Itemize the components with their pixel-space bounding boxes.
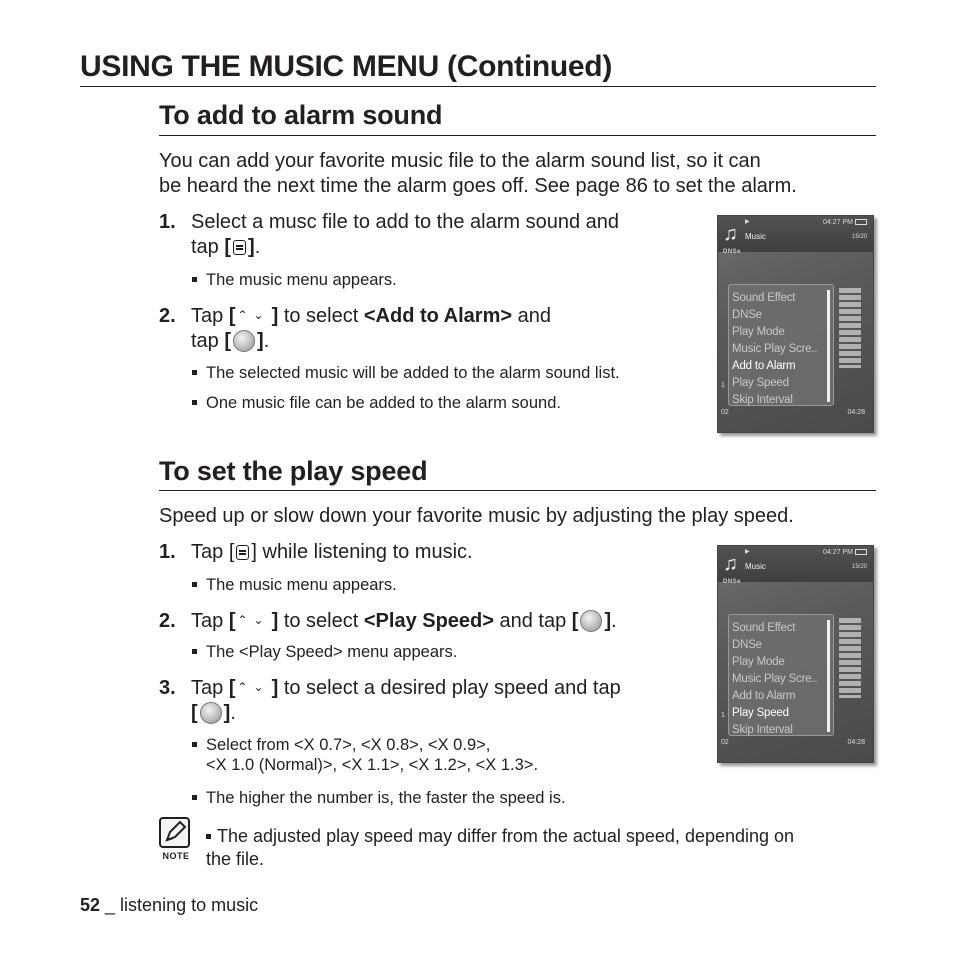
page-number: 52 <box>80 895 101 915</box>
menu-scrollbar[interactable] <box>827 290 830 402</box>
page-footer: 52 _ listening to music <box>80 895 259 915</box>
alarm-intro <box>159 149 797 199</box>
device-screen-speed <box>717 545 874 763</box>
step-text: Tap <box>191 610 229 632</box>
step-text: and <box>512 305 551 327</box>
step-text: and tap <box>493 610 572 632</box>
step-text: . <box>230 702 236 724</box>
menu-scrollbar[interactable] <box>827 620 830 732</box>
chapter-name: listening to music <box>120 895 259 915</box>
menu-item-play-speed[interactable]: Play Speed <box>732 707 789 719</box>
menu-key-icon <box>236 545 249 560</box>
bracket: ] <box>271 610 279 632</box>
alarm-step-2 <box>159 303 551 354</box>
menu-item-sound-effect[interactable]: Sound Effect <box>732 622 796 634</box>
menu-item-sound-effect[interactable]: Sound Effect <box>732 292 796 304</box>
bracket: [ <box>191 702 198 724</box>
dnse-logo: DNSe <box>723 249 742 255</box>
list-item: One music file can be added to the alarm sound. <box>192 393 561 413</box>
select-button-icon <box>200 702 222 724</box>
note-pencil-icon <box>159 817 190 848</box>
list-item: Select from <X 0.7>, <X 0.8>, <X 0.9>, <X 1.0 (Normal)>, <X 1.1>, <X 1.2>, <X 1.3>. <box>192 735 538 775</box>
list-item: The higher the number is, the faster the speed is. <box>192 788 566 808</box>
section-rule-speed <box>159 490 876 491</box>
section-title-alarm: To add to alarm sound <box>159 100 443 130</box>
step-text: Tap <box>191 677 229 699</box>
menu-item-skip-interval[interactable]: Skip Interval <box>732 394 793 406</box>
step-number: 3. <box>159 677 176 699</box>
play-icon: ▶ <box>745 219 750 225</box>
play-icon: ▶ <box>745 549 750 555</box>
step-text: . <box>263 330 270 352</box>
digit: 1 <box>721 712 725 719</box>
menu-item-add-to-alarm[interactable]: Add to Alarm <box>732 360 796 372</box>
list-item: The selected music will be added to the alarm sound list. <box>192 363 620 383</box>
equalizer-graphic <box>839 618 861 698</box>
bracket: ] <box>248 236 255 258</box>
menu-target: <Add to Alarm> <box>363 305 513 327</box>
list-item: The music menu appears. <box>192 575 397 595</box>
bracket: ] <box>271 677 279 699</box>
speed-step-1 <box>159 540 473 565</box>
menu-item-add-to-alarm[interactable]: Add to Alarm <box>732 690 796 702</box>
bracket: ] <box>271 305 279 327</box>
screen-label: Music <box>745 232 766 241</box>
bracket: [ <box>228 610 236 632</box>
menu-item-dnse[interactable]: DNSe <box>732 309 762 321</box>
list-item: The <Play Speed> menu appears. <box>192 642 457 662</box>
step-text: tap <box>191 330 225 352</box>
bracket: ] <box>257 330 264 352</box>
menu-item-play-speed[interactable]: Play Speed <box>732 377 789 389</box>
menu-item-music-play-screen[interactable]: Music Play Scre.. <box>732 673 818 685</box>
bracket: [ <box>228 677 236 699</box>
music-menu <box>728 284 834 406</box>
menu-item-skip-interval[interactable]: Skip Interval <box>732 724 793 736</box>
alarm-intro-line: You can add your favorite music file to the alarm sound list, so it can <box>159 150 761 172</box>
menu-item-play-mode[interactable]: Play Mode <box>732 326 785 338</box>
battery-icon <box>855 219 867 225</box>
menu-item-dnse[interactable]: DNSe <box>732 639 762 651</box>
bracket: [ <box>224 236 232 258</box>
step-text: Tap <box>191 305 229 327</box>
speed-intro: Speed up or slow down your favorite music by adjusting the play speed. <box>159 505 794 527</box>
title-rule <box>80 86 876 87</box>
step-number: 1. <box>159 211 176 233</box>
menu-key-icon <box>233 240 246 255</box>
alarm-intro-line: be heard the next time the alarm goes off. See page 86 to set the alarm. <box>159 175 797 197</box>
bracket: [ <box>228 541 235 563</box>
step-text: Select a musc file to add to the alarm sound and <box>191 211 620 233</box>
bracket: ] <box>604 610 612 632</box>
track-count: 15/20 <box>851 234 867 240</box>
up-down-arrows-icon: ⌃⌄ <box>237 680 270 694</box>
select-button-icon <box>580 610 602 632</box>
music-note-icon: ♫ <box>723 223 738 245</box>
menu-target: <Play Speed> <box>363 610 494 632</box>
up-down-arrows-icon: ⌃⌄ <box>237 308 270 322</box>
dnse-logo: DNSe <box>723 579 742 585</box>
step-number: 2. <box>159 610 176 632</box>
step-number: 1. <box>159 541 176 563</box>
note-label: NOTE <box>162 851 190 861</box>
music-menu <box>728 614 834 736</box>
bracket: [ <box>224 330 232 352</box>
step-text: . <box>611 610 617 632</box>
step-text: Tap <box>191 541 229 563</box>
clock: 04:27 PM <box>823 219 867 226</box>
note-text: The adjusted play speed may differ from the actual speed, depending on the file. <box>206 826 795 869</box>
track-count: 15/20 <box>851 564 867 570</box>
step-text: . <box>254 236 261 258</box>
clock: 04:27 PM <box>823 549 867 556</box>
step-text: to select <box>278 305 364 327</box>
section-rule-alarm <box>159 135 876 136</box>
device-screen-alarm <box>717 215 874 433</box>
step-number: 2. <box>159 305 176 327</box>
up-down-arrows-icon: ⌃⌄ <box>237 613 270 627</box>
screen-label: Music <box>745 562 766 571</box>
alarm-step-1 <box>159 210 619 260</box>
elapsed-time: 02 <box>721 739 729 746</box>
menu-item-music-play-screen[interactable]: Music Play Scre.. <box>732 343 818 355</box>
section-title-speed: To set the play speed <box>159 456 428 486</box>
list-item: The music menu appears. <box>192 270 397 290</box>
step-text: to select <box>278 610 364 632</box>
step-text: tap <box>191 236 225 258</box>
battery-icon <box>855 549 867 555</box>
digit: 1 <box>721 382 725 389</box>
equalizer-graphic <box>839 288 861 368</box>
bracket: ] <box>251 541 257 563</box>
elapsed-time: 02 <box>721 409 729 416</box>
speed-step-3 <box>159 675 621 726</box>
menu-item-play-mode[interactable]: Play Mode <box>732 656 785 668</box>
select-button-icon <box>233 330 255 352</box>
bracket: ] <box>223 702 231 724</box>
page-title: USING THE MUSIC MENU (Continued) <box>80 50 613 83</box>
speed-step-2 <box>159 608 617 634</box>
bracket: [ <box>228 305 236 327</box>
music-note-icon: ♫ <box>723 553 738 575</box>
total-time: 04:28 <box>847 739 865 746</box>
total-time: 04:28 <box>847 409 865 416</box>
bracket: [ <box>571 610 579 632</box>
step-text: while listening to music. <box>256 541 473 563</box>
step-text: to select a desired play speed and tap <box>278 677 621 699</box>
